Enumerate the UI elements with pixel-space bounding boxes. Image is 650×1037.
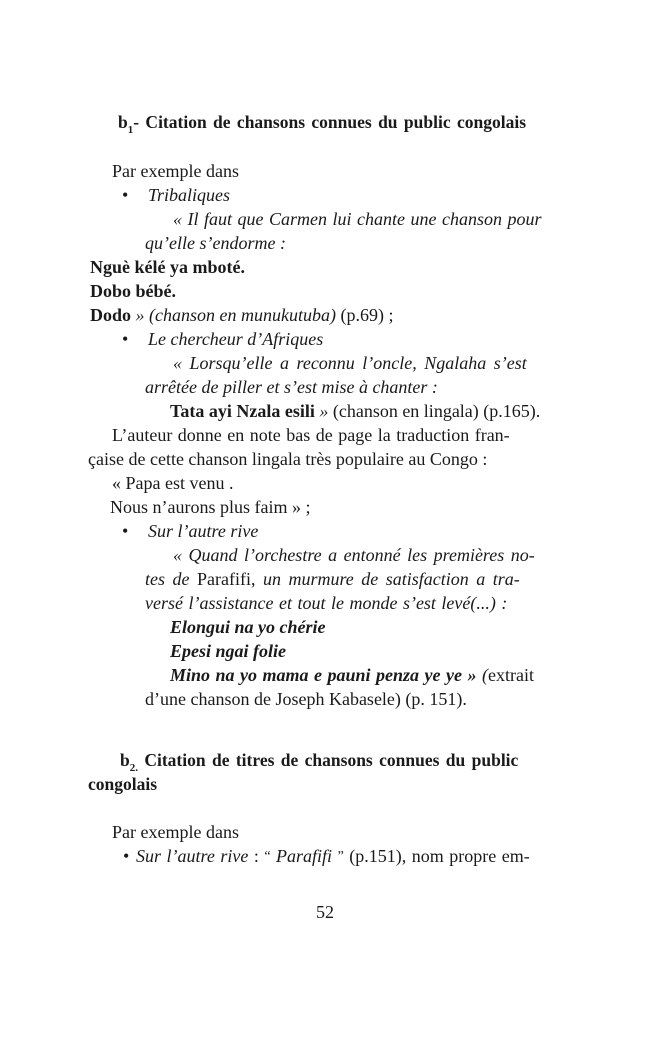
paragraph-auteur-line-2: çaise de cette chanson lingala très populaire au Congo : [88,449,488,469]
mino-extrait: extrait [488,665,534,685]
song-mino-bold-italic: Mino na yo mama e pauni penza ye ye » [170,665,477,685]
quote-il-faut: « Il faut que Carmen lui chante une chanson pour [173,209,542,229]
heading-b1-base: b [118,112,128,132]
close-quote: ” [337,849,344,864]
paragraph-auteur-line-1: L’auteur donne en note bas de page la traduction fran- [112,425,510,445]
bullet-icon: • [122,329,129,349]
quote-verse: versé l’assistance et tout le monde s’est levé(...) : [145,593,508,613]
song-tata-bold: Tata ayi Nzala esili [170,401,315,421]
song-line-mino [170,663,534,687]
quote-quelle-endorme: qu’elle s’endorme : [145,233,286,253]
par-exemple-line-1: Par exemple dans [112,161,239,181]
heading-b1 [118,110,526,134]
parafifi-ref: (p.151), nom propre em- [349,846,530,866]
song-line-ngue: Nguè kélé ya mboté. [90,257,245,277]
colon-separator: : [253,846,259,866]
heading-b1-subscript: 1 [127,124,134,136]
song-tata-guillemet: » [319,401,329,421]
quote-arretee: arrêtée de piller et s’est mise à chanter : [145,377,438,397]
heading-b2-line-2: congolais [88,774,158,794]
heading-b2 [120,748,518,772]
work-title-sur-lautre-rive-2: Sur l’autre rive [136,846,249,866]
song-dodo-ref: (p.69) ; [340,305,394,325]
song-line-elongui: Elongui na yo chérie [170,617,326,637]
song-line-tata [170,399,540,423]
heading-b2-subscript: 2. [129,762,138,774]
bullet-icon: • [122,185,129,205]
song-line-epesi: Epesi ngai folie [170,641,286,661]
work-title-tribaliques: Tribaliques [148,185,231,205]
song-line-dobo: Dobo bébé. [90,281,177,301]
bullet-item-sur-lautre-rive [122,519,258,543]
heading-b1-text: - Citation de chansons connues du public congolais [133,112,527,132]
open-quote: “ [264,849,271,864]
credit-kabasele: d’une chanson de Joseph Kabasele) (p. 151). [145,689,467,709]
heading-b2-base: b [120,750,130,770]
quote-tes-de-parafifi [145,567,520,591]
song-title-parafifi: Parafifi [276,846,333,866]
heading-b2-text: Citation de titres de chansons connues du public [144,750,519,770]
quote-tes-pre: tes de [145,569,190,589]
song-dodo-bold: Dodo [90,305,132,325]
song-line-dodo [90,303,393,327]
bullet-item-tribaliques [122,183,230,207]
work-title-chercheur: Le chercheur d’Afriques [148,329,324,349]
par-exemple-line-2: Par exemple dans [112,822,239,842]
translation-papa: « Papa est venu . [112,473,234,493]
quote-tes-post: un murmure de satisfaction a tra- [262,569,520,589]
bullet-item-parafifi-title [123,844,530,869]
song-name-parafifi: Parafifi, [196,569,256,589]
song-tata-ref: (chanson en lingala) (p.165). [332,401,541,421]
work-title-sur-lautre-rive: Sur l’autre rive [148,521,259,541]
bullet-icon: • [122,521,129,541]
quote-quand: « Quand l’orchestre a entonné les premières no- [173,545,535,565]
bullet-icon: • [123,846,130,866]
song-dodo-note: » (chanson en munukutuba) [135,305,336,325]
bullet-item-chercheur [122,327,323,351]
translation-nous: Nous n’aurons plus faim » ; [110,497,311,517]
page-number: 52 [316,902,334,922]
quote-lorsqu: « Lorsqu’elle a reconnu l’oncle, Ngalaha s’est [173,353,527,373]
mino-paren: ( [482,665,488,685]
